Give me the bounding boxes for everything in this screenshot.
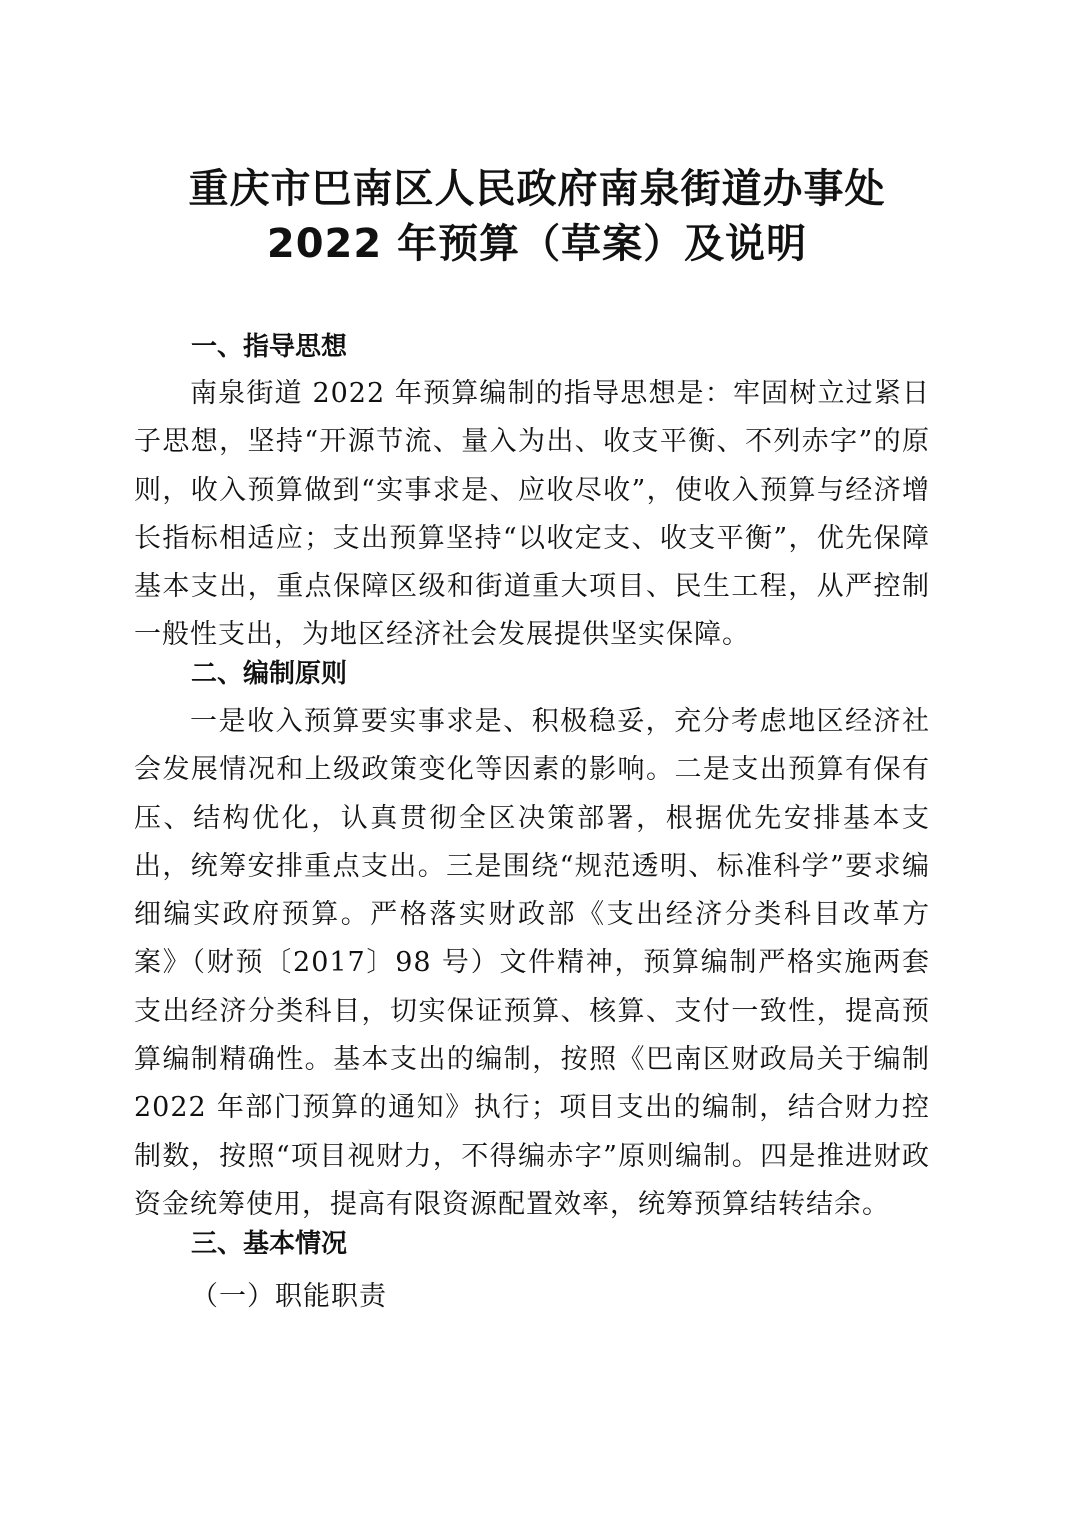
section-paragraph-guiding-ideology: 南泉街道 2022 年预算编制的指导思想是：牢固树立过紧日子思想，坚持“开源节流、量入为出、收支平衡、不列赤字”的原则，收入预算做到“实事求是、应收尽收”，使收入预算与经济增长指标相适应；支出预算坚持“以收定支、收支平衡”，优先保障基本支出，重点保障区级和街道重大项目、民生工程，从严控制一般性支出，为地区经济社会发展提供坚实保障。 — [134, 378, 930, 651]
document-title-line-1: 重庆市巴南区人民政府南泉街道办事处 — [188, 166, 886, 212]
section-heading-basic-situation: 三、基本情况 — [191, 1229, 348, 1259]
document-title-line-2: 2022 年预算（草案）及说明 — [266, 221, 808, 267]
section-heading-guiding-ideology: 一、指导思想 — [191, 332, 348, 362]
section-paragraph-compilation-principles: 一是收入预算要实事求是、积极稳妥，充分考虑地区经济社会发展情况和上级政策变化等因素的影响。二是支出预算有保有压、结构优化，认真贯彻全区决策部署，根据优先安排基本支出，统筹安排重点支出。三是围绕“规范透明、标准科学”要求编细编实政府预算。严格落实财政部《支出经济分类科目改革方案》（财预〔2017〕98 号）文件精神，预算编制严格实施两套支出经济分类科目，切实保证预算、核算、支付一致性，提高预算编制精确性。基本支出的编制，按照《巴南区财政局关于编制 2022 年部门预算的通知》执行；项目支出的编制，结合财力控制数，按照“项目视财力，不得编赤字”原则编制。四是推进财政资金统筹使用，提高有限资源配置效率，统筹预算结转结余。 — [134, 706, 930, 1220]
section-heading-compilation-principles: 二、编制原则 — [191, 659, 348, 689]
subsection-heading-functions-duties: （一）职能职责 — [191, 1281, 387, 1312]
